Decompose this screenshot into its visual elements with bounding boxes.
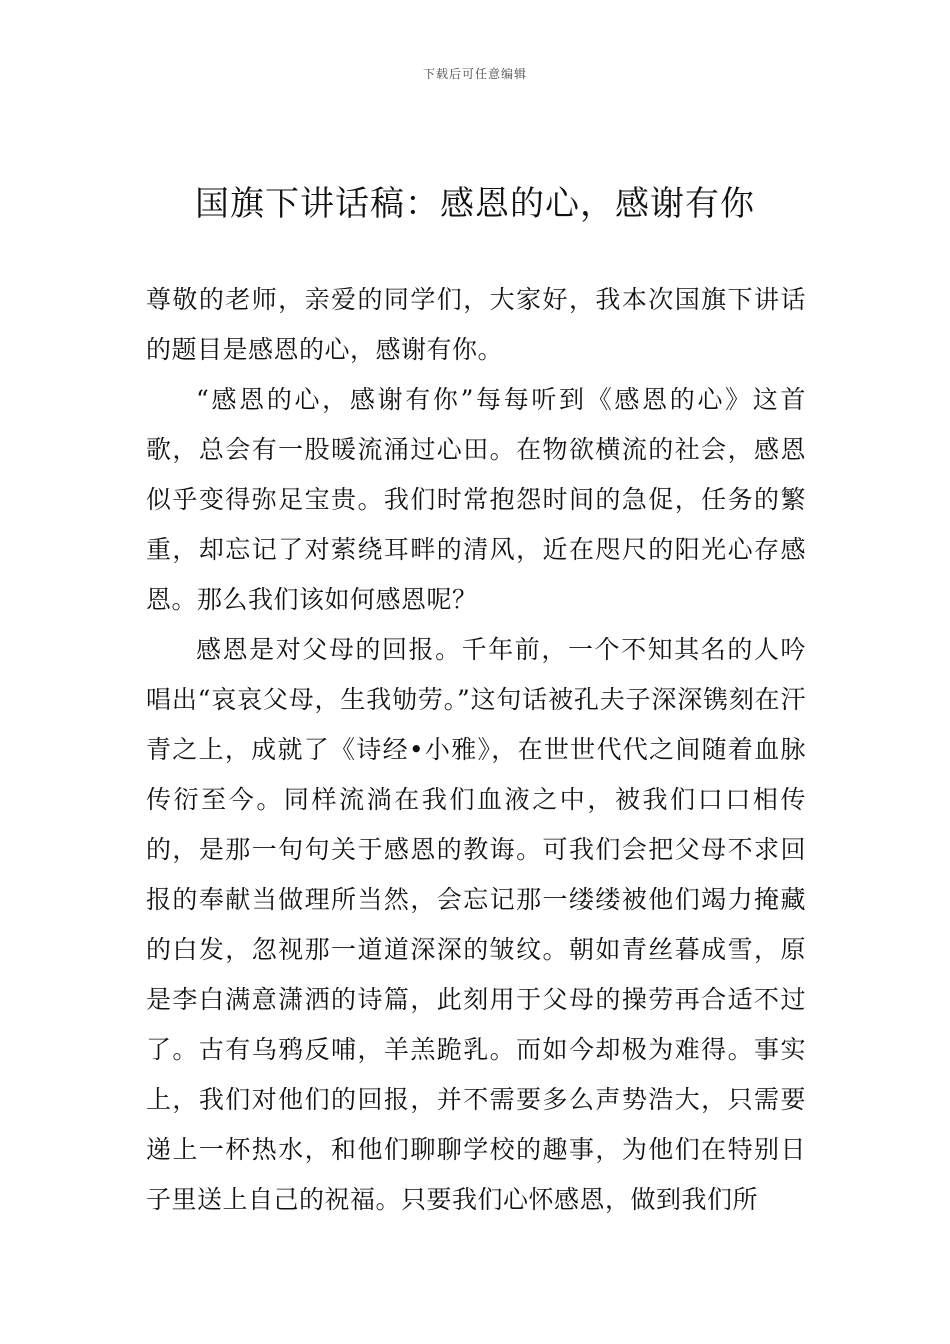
paragraph-intro: “感恩的心，感谢有你”每每听到《感恩的心》这首歌，总会有一股暖流涌过心田。在物欲横流的社会，感恩似乎变得弥足宝贵。我们时常抱怨时间的急促，任务的繁重，却忘记了对萦绕耳畔的清风，近在咫尺的阳光心存感恩。那么我们该如何感恩呢？ (146, 385, 806, 614)
paragraph-greeting: 尊敬的老师，亲爱的同学们，大家好，我本次国旗下讲话的题目是感恩的心，感谢有你。 (146, 285, 806, 364)
document-title: 国旗下讲话稿：感恩的心，感谢有你 (195, 184, 755, 224)
paragraph-parents: 感恩是对父母的回报。千年前，一个不知其名的人吟唱出“哀哀父母，生我劬劳。”这句话被孔夫子深深镌刻在汗青之上，成就了《诗经•小雅》，在世世代代之间随着血脉传衍至今。同样流淌在我们血液之中，被我们口口相传的，是那一句句关于感恩的教诲。可我们会把父母不求回报的奉献当做理所当然，会忘记那一缕缕被他们竭力掩藏的白发，忽视那一道道深深的皱纹。朝如青丝暮成雪，原是李白满意潇洒的诗篇，此刻用于父母的操劳再合适不过了。古有乌鸦反哺，羊羔跪乳。而如今却极为难得。事实上，我们对他们的回报，并不需要多么声势浩大，只需要递上一杯热水，和他们聊聊学校的趣事，为他们在特别日子里送上自己的祝福。只要我们心怀感恩，做到我们所 (146, 635, 806, 1214)
header-note: 下载后可任意编辑 (422, 67, 527, 81)
document-body (146, 275, 806, 1225)
